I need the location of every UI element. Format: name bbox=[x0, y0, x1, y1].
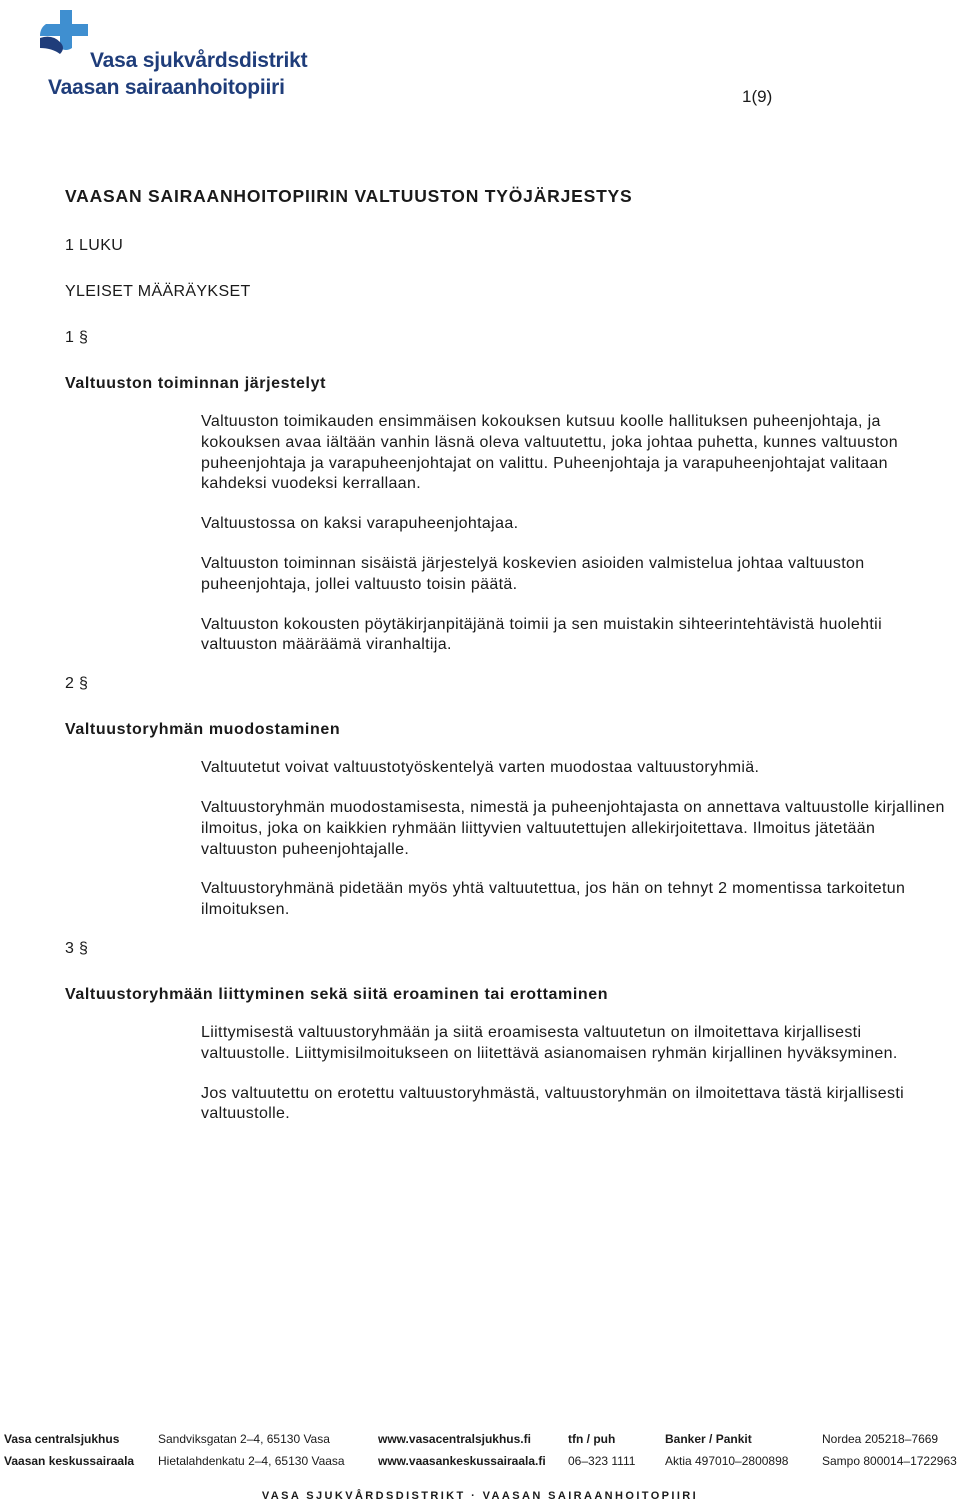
footer-website-link[interactable]: www.vasacentralsjukhus.fi bbox=[378, 1432, 531, 1446]
footer-website-link[interactable]: www.vaasankeskussairaala.fi bbox=[378, 1454, 546, 1468]
footer-row-finnish bbox=[0, 1454, 960, 1476]
section-3 bbox=[65, 937, 945, 1125]
section-heading: Valtuuston toiminnan järjestelyt bbox=[65, 375, 327, 392]
cross-logo-icon bbox=[38, 8, 96, 66]
paragraph: Valtuustossa on kaksi varapuheenjohtajaa. bbox=[201, 515, 519, 533]
document-title: VAASAN SAIRAANHOITOPIIRIN VALTUUSTON TYÖJÄRJESTYS bbox=[65, 186, 633, 206]
section-number: 1 § bbox=[65, 329, 89, 346]
organization-logo bbox=[38, 8, 318, 98]
paragraph: Valtuuston toiminnan sisäistä järjestelyä koskevien asioiden valmistelua johtaa valtuuston puheenjohtaja, jollei valtuusto toisin päätä. bbox=[201, 554, 865, 593]
section-heading: Valtuustoryhmän muodostaminen bbox=[65, 721, 341, 739]
logo-text-swedish: Vasa sjukvårdsdistrikt bbox=[90, 49, 308, 72]
paragraph: Valtuuston toimikauden ensimmäisen kokouksen kutsuu koolle hallituksen puheenjohtaja, ja kokouksen avaa iältään vanhin läsnä oleva valtuutettu, joka johtaa puhetta, kunnes valtuuston puheenjohtaja ja varapuheenjohtajat on valittu. Puheenjohtaja ja varapuheenjohtajat valitaan kahdeksi vuodeksi kerrallaan. bbox=[201, 413, 899, 493]
footer-hospital-name: Vaasan keskussairaala bbox=[4, 1454, 135, 1468]
document-body bbox=[65, 184, 945, 1144]
footer-bank-account: Nordea 205218–7669 bbox=[822, 1432, 939, 1446]
footer-hospital-name: Vasa centralsjukhus bbox=[4, 1432, 120, 1446]
footer-slogan: VASA SJUKVÅRDSDISTRIKT · VAASAN SAIRAANHOITOPIIRI bbox=[261, 1490, 699, 1502]
section-2 bbox=[65, 672, 945, 921]
paragraph: Liittymisestä valtuustoryhmään ja siitä eroamisesta valtuutetun on ilmoitettava kirjallisesti valtuustolle. Liittymisilmoitukseen on liitettävä asianomaisen ryhmän kirjallinen hyväksyminen. bbox=[201, 1023, 898, 1062]
logo-text-finnish: Vaasan sairaanhoitopiiri bbox=[48, 76, 285, 99]
footer-bank-account: Sampo 800014–1722963 bbox=[822, 1454, 957, 1468]
paragraph: Valtuuston kokousten pöytäkirjanpitäjänä toimii ja sen muistakin sihteerintehtävistä huolehtii valtuuston määräämä viranhaltija. bbox=[201, 615, 882, 654]
chapter-heading: YLEISET MÄÄRÄYKSET bbox=[65, 283, 251, 300]
footer-address: Hietalahdenkatu 2–4, 65130 Vaasa bbox=[158, 1454, 345, 1468]
page-footer bbox=[0, 1432, 960, 1476]
section-number: 3 § bbox=[65, 939, 89, 957]
footer-address: Sandviksgatan 2–4, 65130 Vasa bbox=[158, 1432, 330, 1446]
section-1 bbox=[65, 326, 945, 656]
paragraph: Valtuutetut voivat valtuustotyöskentelyä varten muodostaa valtuustoryhmiä. bbox=[201, 759, 760, 777]
section-number: 2 § bbox=[65, 675, 89, 693]
footer-phone-label: tfn / puh bbox=[568, 1432, 616, 1446]
footer-bank-account: Aktia 497010–2800898 bbox=[665, 1454, 789, 1468]
chapter-label: 1 LUKU bbox=[65, 237, 124, 254]
page-number: 1(9) bbox=[742, 87, 773, 106]
section-heading: Valtuustoryhmään liittyminen sekä siitä eroaminen tai erottaminen bbox=[65, 985, 609, 1003]
paragraph: Jos valtuutettu on erotettu valtuustoryhmästä, valtuustoryhmän on ilmoitettava tästä kirjallisesti valtuustolle. bbox=[201, 1084, 905, 1123]
footer-bank-label: Banker / Pankit bbox=[665, 1432, 752, 1446]
paragraph: Valtuustoryhmänä pidetään myös yhtä valtuutettua, jos hän on tehnyt 2 momentissa tarkoitetun ilmoituksen. bbox=[201, 880, 906, 919]
paragraph: Valtuustoryhmän muodostamisesta, nimestä ja puheenjohtajasta on annettava valtuustolle kirjallinen ilmoitus, joka on kaikkien ryhmään liittyvien valtuutettujen allekirjoitettava. Ilmoitus jätetään valtuuston puheenjohtajalle. bbox=[201, 798, 945, 858]
footer-row-swedish bbox=[0, 1432, 960, 1454]
footer-phone: 06–323 1111 bbox=[568, 1454, 636, 1468]
